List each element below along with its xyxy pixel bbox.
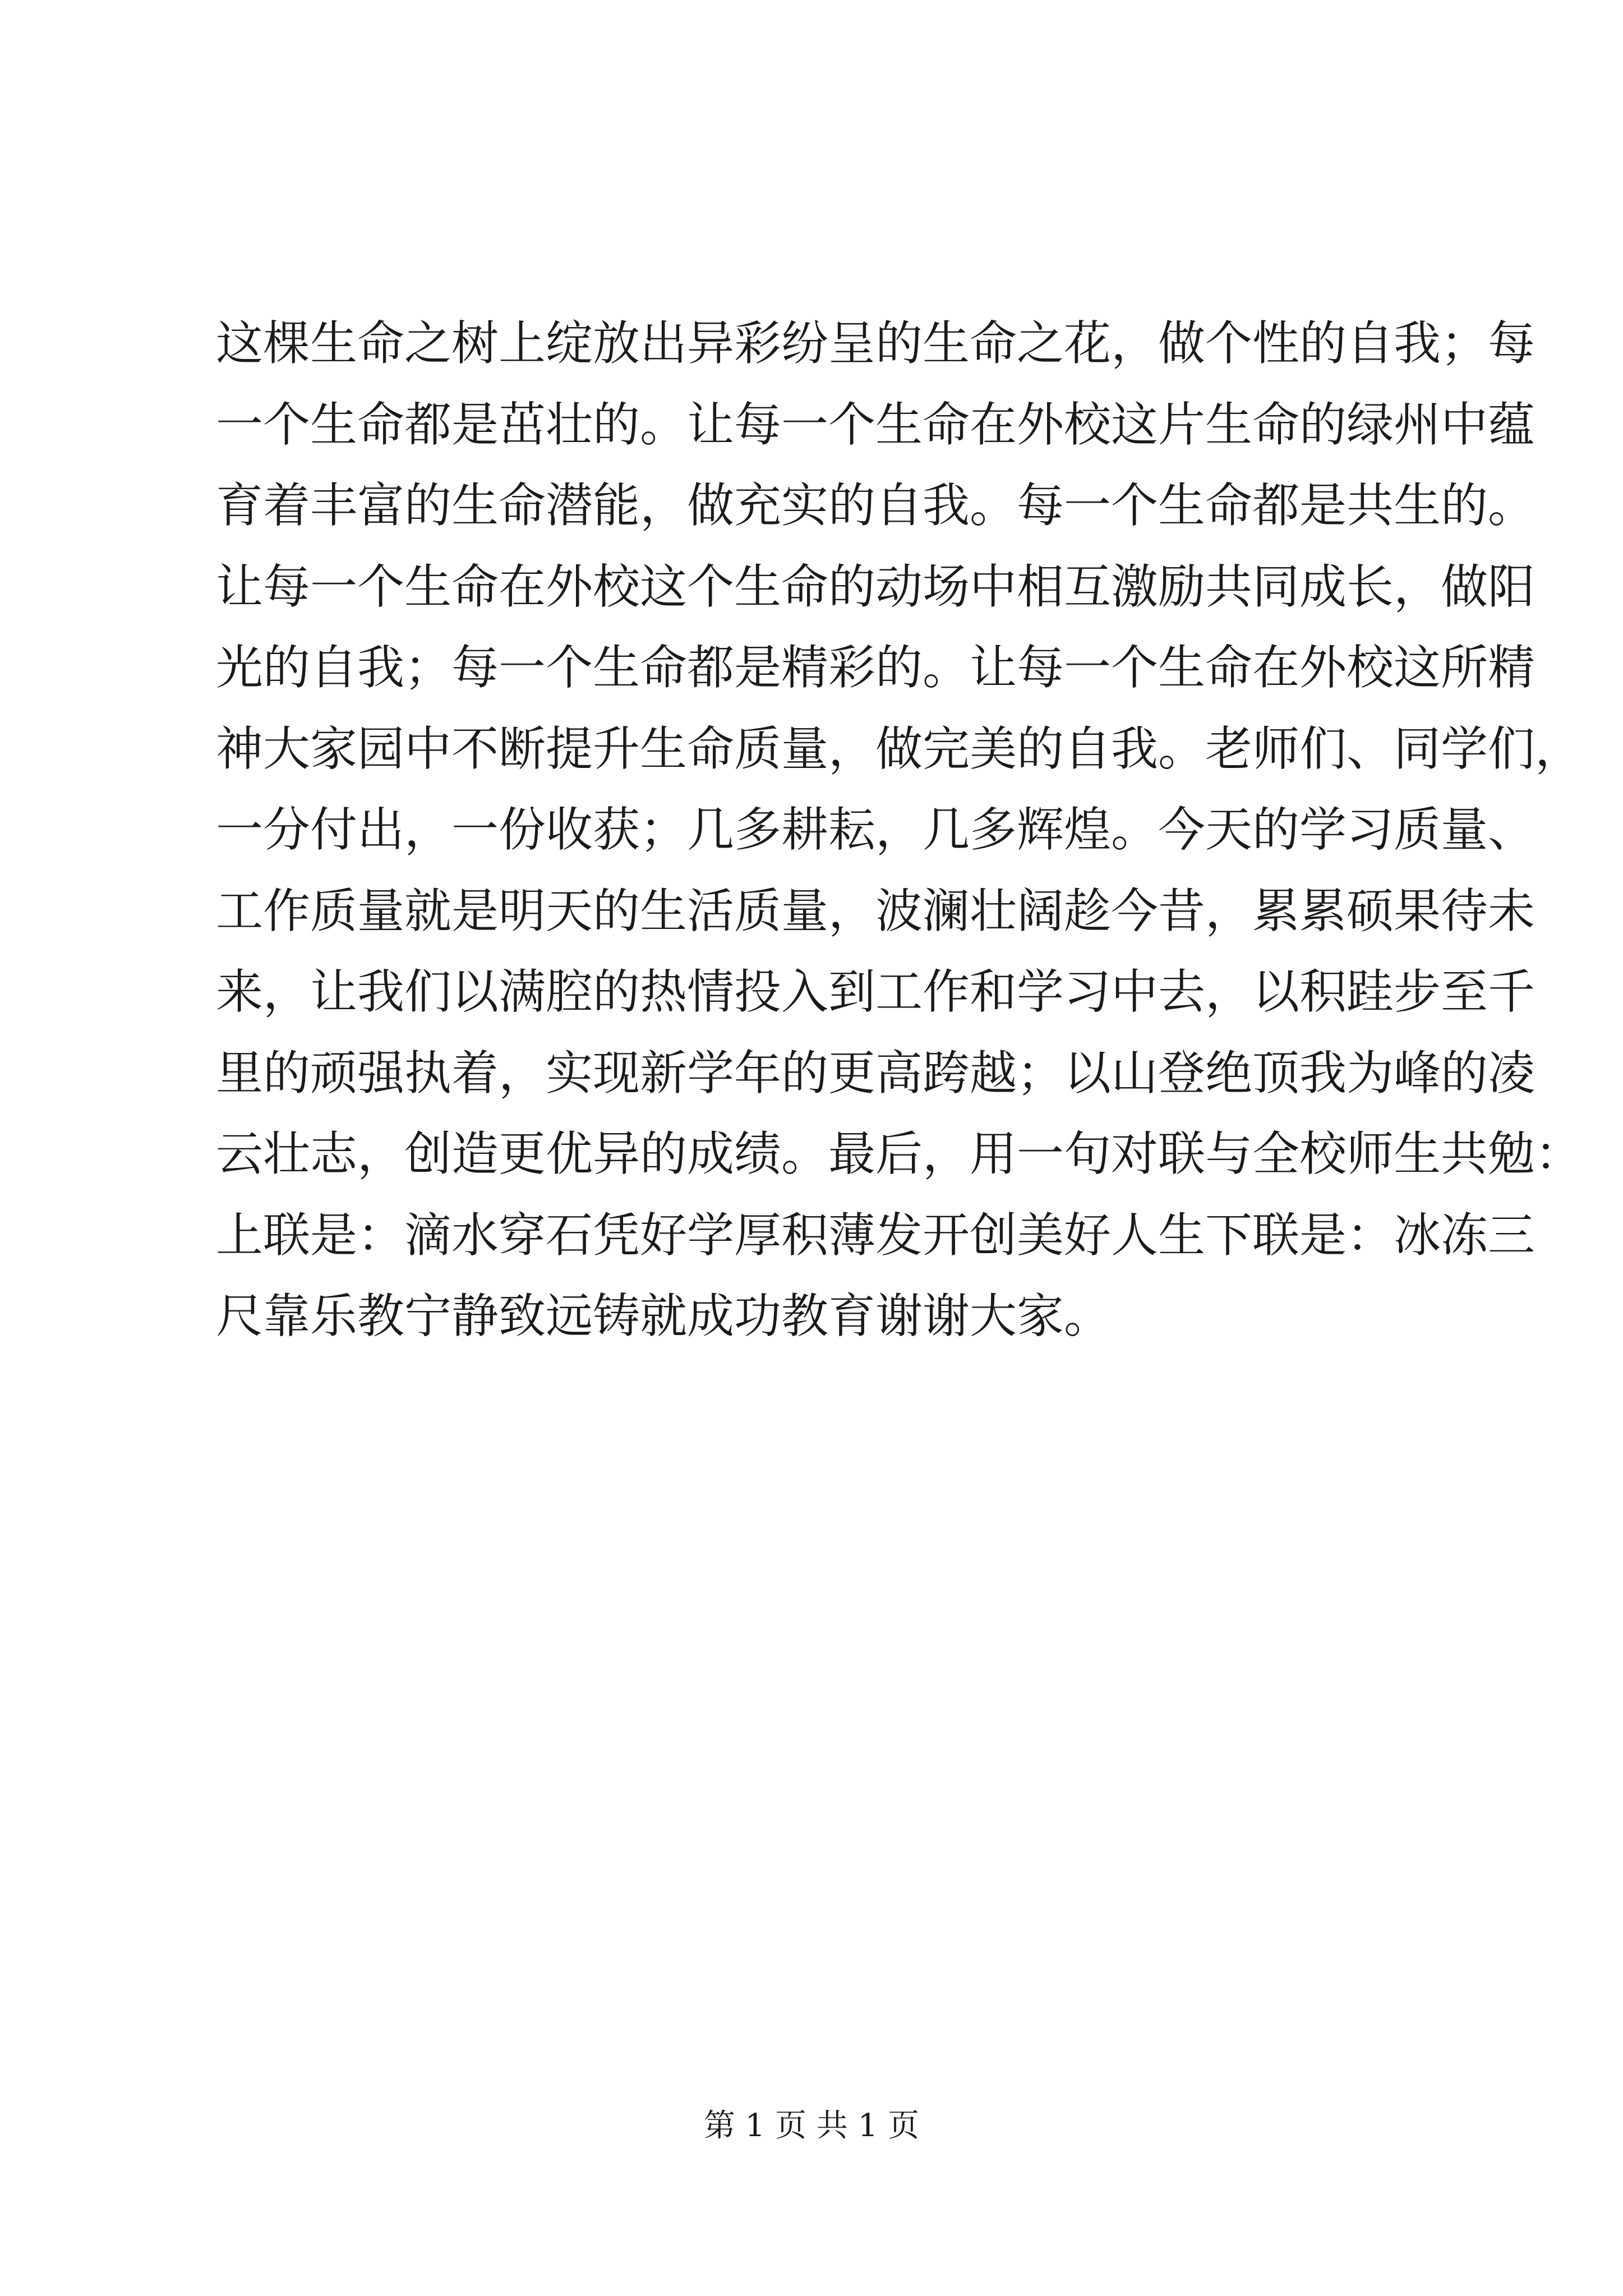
text-line: 一个生命都是茁壮的。让每一个生命在外校这片生命的绿州中蕴 <box>216 397 1536 452</box>
text-line: 尺靠乐教宁静致远铸就成功教育谢谢大家。 <box>216 1289 1112 1343</box>
page-number-label: 第 1 页 共 1 页 <box>703 2108 920 2144</box>
text-line: 育着丰富的生命潜能，做充实的自我。每一个生命都是共生的。 <box>216 478 1536 533</box>
text-line: 来，让我们以满腔的热情投入到工作和学习中去，以积跬步至千 <box>216 964 1536 1019</box>
text-line: 这棵生命之树上绽放出异彩纷呈的生命之花，做个性的自我；每 <box>216 316 1536 371</box>
text-line: 云壮志，创造更优异的成绩。最后，用一句对联与全校师生共勉： <box>216 1126 1583 1181</box>
text-line: 神大家园中不断提升生命质量，做完美的自我。老师们、同学们， <box>216 721 1583 776</box>
text-line: 一分付出，一份收获；几多耕耘，几多辉煌。今天的学习质量、 <box>216 802 1536 857</box>
text-line: 工作质量就是明天的生活质量，波澜壮阔趁今昔，累累硕果待未 <box>216 883 1536 938</box>
text-line: 光的自我；每一个生命都是精彩的。让每一个生命在外校这所精 <box>216 640 1536 695</box>
text-line: 里的顽强执着，实现新学年的更高跨越；以山登绝顶我为峰的凌 <box>216 1045 1536 1101</box>
page-footer <box>0 2106 1623 2146</box>
body-paragraph <box>216 303 1583 1357</box>
text-line: 上联是：滴水穿石凭好学厚积薄发开创美好人生下联是：冰冻三 <box>216 1207 1536 1263</box>
text-line: 让每一个生命在外校这个生命的动场中相互激励共同成长，做阳 <box>216 559 1536 614</box>
